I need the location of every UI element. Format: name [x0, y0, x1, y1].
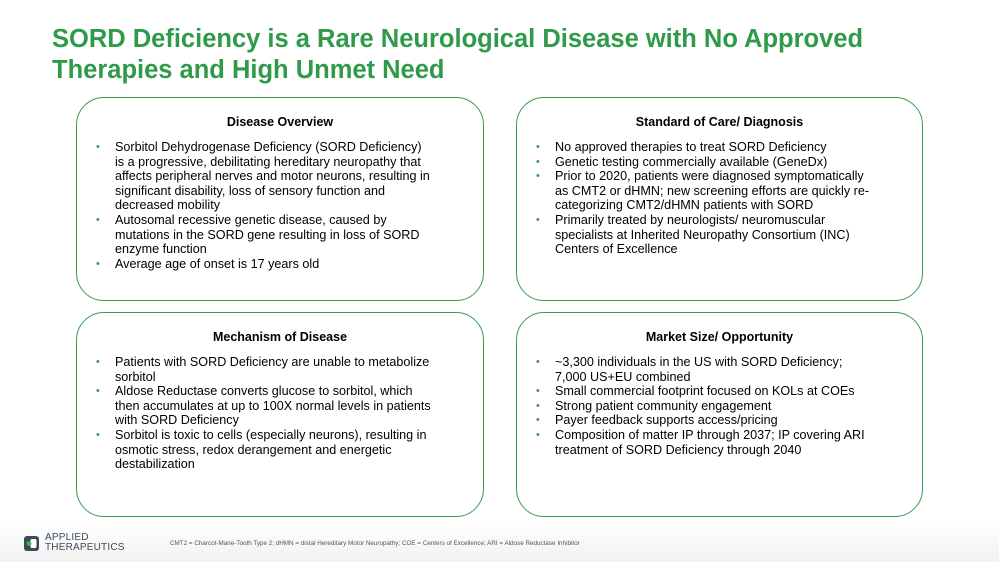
card-heading: Mechanism of Disease: [212, 330, 348, 344]
bullet-marker: •: [536, 356, 540, 368]
bullet-text-line: Aldose Reductase converts glucose to sorbitol, which: [115, 384, 413, 399]
list-item: [517, 399, 922, 414]
logo-wordmark: [45, 533, 125, 553]
bullet-text-line: Strong patient community engagement: [555, 398, 772, 413]
list-item: [77, 257, 483, 272]
market-size-card: [516, 312, 923, 517]
bullet-list: [77, 355, 483, 472]
bullet-text-line: ~3,300 individuals in the US with SORD Deficiency;: [555, 355, 843, 369]
logo-line-2: THERAPEUTICS: [45, 542, 125, 553]
bullet-text-line: specialists at Inherited Neuropathy Consortium (INC): [555, 227, 850, 242]
list-item: [77, 140, 483, 213]
bullet-text-line: is a progressive, debilitating hereditary neuropathy that: [115, 154, 421, 169]
list-item: [517, 428, 922, 457]
list-item: [77, 384, 483, 428]
bullet-text-line: Sorbitol is toxic to cells (especially neurons), resulting in: [115, 427, 427, 442]
bullet-text-line: Payer feedback supports access/pricing: [555, 413, 778, 428]
bullet-text-line: Composition of matter IP through 2037; IP covering ARI: [555, 427, 865, 442]
bullet-text-line: as CMT2 or dHMN; new screening efforts are quickly re-: [555, 183, 870, 198]
bullet-list: [77, 140, 483, 271]
mechanism-of-disease-card: [76, 312, 484, 517]
list-item: [517, 155, 922, 170]
list-item: [517, 169, 922, 213]
bullet-text-line: Average age of onset is 17 years old: [115, 256, 320, 271]
title-line-1: SORD Deficiency is a Rare Neurological Disease with No Approved: [52, 25, 864, 53]
bullet-marker: •: [536, 428, 540, 441]
bullet-text-line: decreased mobility: [115, 198, 220, 213]
bullet-text-line: Autosomal recessive genetic disease, caused by: [115, 212, 387, 227]
bullet-text-line: Prior to 2020, patients were diagnosed symptomatically: [555, 169, 864, 184]
bullet-marker: •: [536, 141, 540, 153]
card-heading: Standard of Care/ Diagnosis: [635, 115, 804, 129]
list-item: [517, 384, 922, 399]
title-line-2: Therapies and High Unmet Need: [52, 56, 445, 84]
bullet-marker: •: [96, 428, 100, 441]
bullet-text-line: affects peripheral nerves and motor neurons, resulting in: [115, 169, 430, 184]
card-heading: Market Size/ Opportunity: [645, 330, 794, 344]
company-logo: [23, 533, 125, 553]
bullet-text-line: sorbitol: [115, 369, 156, 384]
bullet-marker: •: [536, 170, 540, 183]
list-item: [77, 355, 483, 384]
logo-mark-icon: [23, 535, 40, 552]
bullet-text-line: Small commercial footprint focused on KOLs at COEs: [555, 384, 855, 399]
bullet-text-line: mutations in the SORD gene resulting in loss of SORD: [115, 227, 420, 242]
bullet-marker: •: [96, 356, 100, 368]
list-item: [517, 355, 922, 384]
bullet-text-line: Primarily treated by neurologists/ neuromuscular: [555, 212, 826, 227]
bullet-list: [517, 355, 922, 457]
bullet-text-line: destabilization: [115, 457, 195, 472]
disease-overview-card: [76, 97, 484, 301]
list-item: [517, 413, 922, 428]
card-heading: Disease Overview: [226, 115, 334, 129]
bullet-text-line: enzyme function: [115, 242, 207, 257]
bullet-marker: •: [536, 414, 540, 427]
bullet-text-line: then accumulates at up to 100X normal levels in patients: [115, 398, 431, 413]
bullet-list: [517, 140, 922, 257]
list-item: [77, 213, 483, 257]
bullet-marker: •: [536, 385, 540, 398]
bullet-marker: •: [96, 213, 100, 226]
list-item: [77, 428, 483, 472]
bullet-text-line: treatment of SORD Deficiency through 2040: [555, 442, 802, 457]
bullet-marker: •: [536, 155, 540, 168]
bullet-text-line: categorizing CMT2/dHMN patients with SORD: [555, 198, 814, 213]
bullet-text-line: Sorbitol Dehydrogenase Deficiency (SORD Deficiency): [115, 140, 422, 154]
bullet-text-line: No approved therapies to treat SORD Deficiency: [555, 140, 827, 154]
bullet-text-line: osmotic stress, redox derangement and energetic: [115, 442, 392, 457]
list-item: [517, 140, 922, 155]
bullet-marker: •: [96, 141, 100, 153]
bullet-text-line: Patients with SORD Deficiency are unable to metabolize: [115, 355, 430, 369]
bullet-marker: •: [536, 399, 540, 412]
bullet-text-line: 7,000 US+EU combined: [555, 369, 691, 384]
slide-title: [52, 24, 972, 86]
bullet-text-line: Genetic testing commercially available (GeneDx): [555, 154, 828, 169]
bullet-text-line: with SORD Deficiency: [115, 413, 239, 428]
footnote: CMT2 = Charcot-Marie-Tooth Type 2; dHMN = distal Hereditary Motor Neuropathy; COE = Centers of Excellence; ARI = Aldose Reductase Inhibitor: [170, 540, 580, 547]
logo-line-1: APPLIED: [45, 532, 89, 543]
bullet-text-line: Centers of Excellence: [555, 242, 678, 257]
bullet-text-line: significant disability, loss of sensory function and: [115, 183, 385, 198]
bullet-marker: •: [536, 213, 540, 226]
bullet-marker: •: [96, 257, 100, 270]
list-item: [517, 213, 922, 257]
bullet-marker: •: [96, 385, 100, 398]
standard-of-care-card: [516, 97, 923, 301]
